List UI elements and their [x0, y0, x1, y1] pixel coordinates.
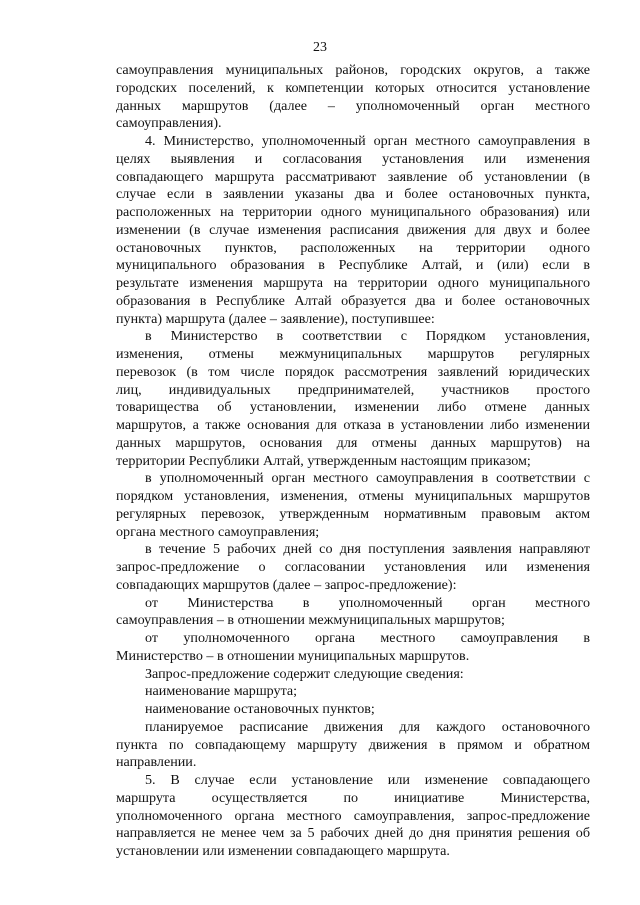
text-line: результате изменения маршрута на территории одного муниципального [116, 275, 590, 291]
text-line: направлении. [116, 754, 197, 771]
text-line: органа местного самоуправления; [116, 523, 320, 540]
text-line: совпадающих маршрутов (далее – запрос-предложение): [116, 576, 457, 593]
document-body [116, 62, 590, 861]
text-line: случае если в заявлении указаны два и более остановочных пункта, [116, 186, 590, 203]
text-line: Министерство – в отношении муниципальных маршрутов. [116, 647, 470, 664]
text-line: в уполномоченный орган местного самоуправления в соответствии с [145, 470, 590, 487]
text-line: порядком установления, изменения, отмены муниципальных маршрутов [116, 488, 590, 504]
text-line: территории Республики Алтай, утвержденным настоящим приказом; [116, 452, 531, 469]
text-line: перевозок (в том числе порядок рассмотрения заявлений юридических [116, 363, 590, 380]
text-line: маршрута осуществляется по инициативе Министерства, [116, 789, 590, 806]
text-line: наименование маршрута; [145, 683, 298, 700]
text-line: пункта по совпадающему маршруту движения в прямом и обратном [116, 736, 590, 753]
text-line: направляется не менее чем за 5 рабочих дней до дня принятия решения об [116, 825, 590, 842]
text-line: данных маршрутов (далее – уполномоченный орган местного [116, 97, 590, 114]
text-line: образования в Республике Алтай образуется два и более остановочных [116, 292, 590, 309]
text-line: целях выявления и согласования установления или изменения [116, 150, 590, 167]
text-line: наименование остановочных пунктов; [145, 701, 375, 717]
text-line: городских поселений, к компетенции которых относится установление [116, 79, 590, 96]
text-line: товарищества об установлении, изменении либо отмене данных [116, 399, 590, 416]
page-number: 23 [313, 40, 327, 55]
text-line: уполномоченного органа местного самоуправления, запрос-предложение [116, 807, 590, 824]
text-line: от уполномоченного органа местного самоуправления в [145, 630, 590, 646]
text-line: совпадающего маршрута рассматривают заявление об установлении (в [116, 168, 590, 185]
text-line: маршрутов, а также основания для отказа в установлении либо изменении [116, 417, 590, 433]
text-line: 4. Министерство, уполномоченный орган местного самоуправления в [145, 133, 590, 149]
text-line: установлении или изменении совпадающего маршрута. [116, 843, 450, 859]
text-line: изменении (в случае изменения расписания движения для двух и более [116, 221, 590, 238]
text-line: в течение 5 рабочих дней со дня поступления заявления направляют [145, 541, 590, 558]
text-line: планируемое расписание движения для каждого остановочного [145, 718, 590, 735]
text-line: от Министерства в уполномоченный орган местного [145, 594, 590, 611]
text-line: данных маршрутов, основания для отмены данных маршрутов) на [116, 434, 590, 451]
text-line: 5. В случае если установление или изменение совпадающего [145, 772, 590, 788]
text-line: остановочных пунктов, расположенных на территории одного [116, 239, 590, 256]
text-line: пункта) маршрута (далее – заявление), поступившее: [116, 310, 435, 327]
text-line: самоуправления). [116, 115, 222, 132]
text-line: лиц, индивидуальных предпринимателей, участников простого [116, 381, 590, 398]
text-line: регулярных перевозок, утвержденным нормативным правовым актом [116, 505, 590, 522]
text-line: самоуправления муниципальных районов, городских округов, а также [116, 62, 590, 78]
text-line: расположенных на территории одного муниципального образования) или [116, 204, 590, 220]
text-line: изменения, отмены межмуниципальных маршрутов регулярных [116, 346, 590, 362]
text-line: в Министерство в соответствии с Порядком установления, [145, 328, 590, 345]
text-line: Запрос-предложение содержит следующие сведения: [145, 665, 464, 682]
text-line: запрос-предложение о согласовании установления или изменения [116, 559, 590, 575]
text-line: самоуправления – в отношении межмуниципальных маршрутов; [116, 612, 505, 629]
text-line: муниципального образования в Республике Алтай, и (или) если в [116, 257, 590, 274]
